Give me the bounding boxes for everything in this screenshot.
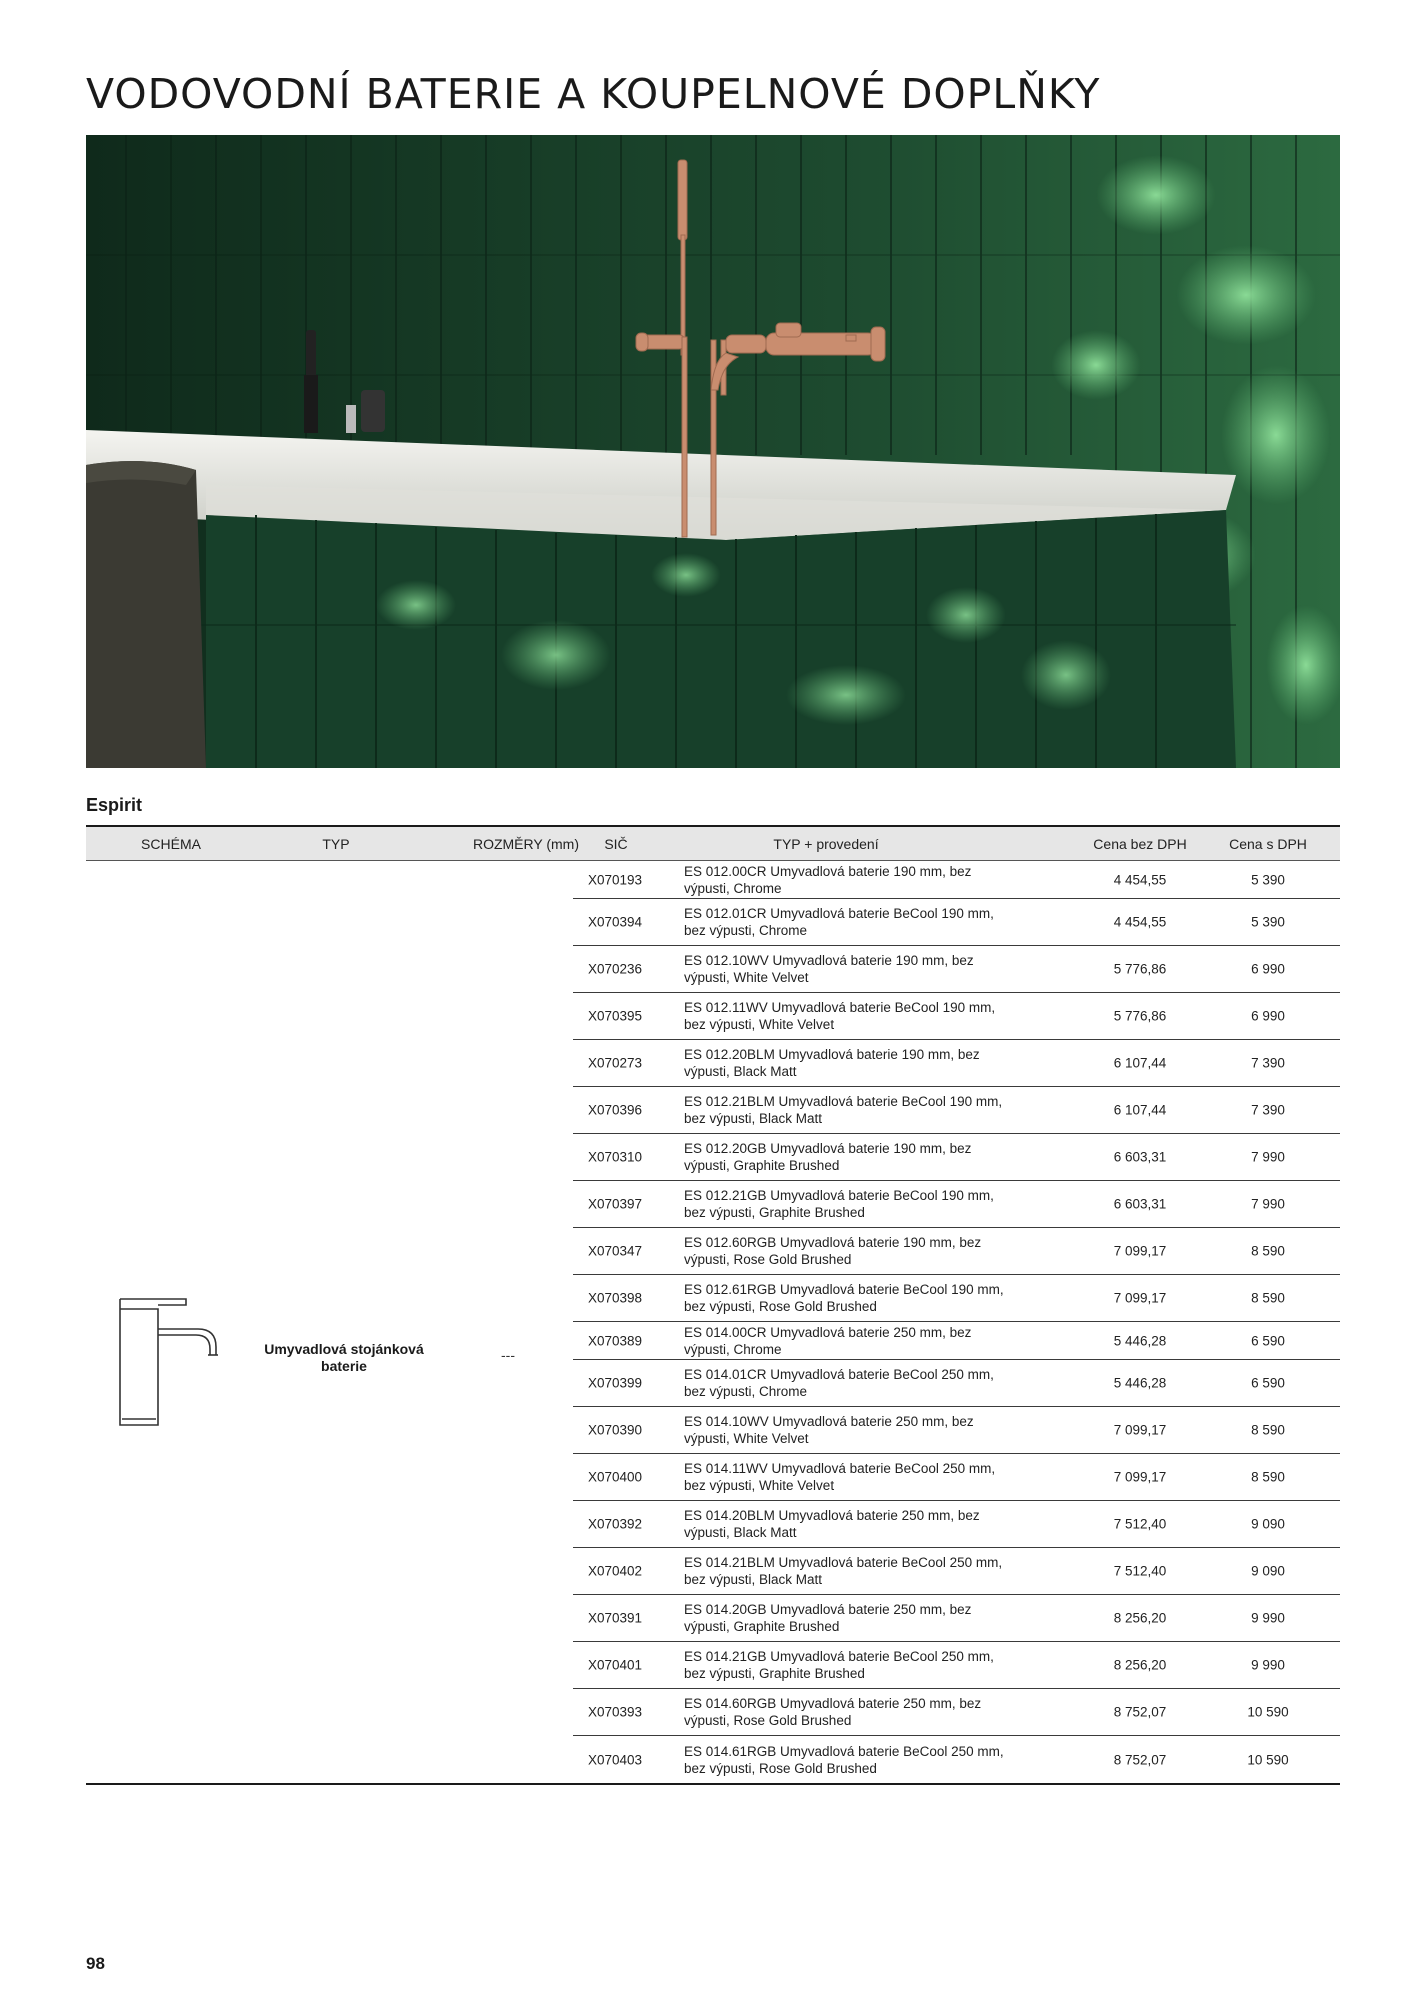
table-row xyxy=(573,993,1340,1040)
table-row xyxy=(573,1087,1340,1134)
table-row xyxy=(573,1322,1340,1360)
section-title: Espirit xyxy=(86,795,143,815)
page-title: VODOVODNÍ BATERIE A KOUPELNOVÉ DOPLŇKY xyxy=(86,70,1101,118)
product-description: ES 014.11WV Umyvadlová baterie BeCool 250 mm, bez výpusti, White Velvet xyxy=(684,1461,996,1493)
product-description: ES 014.00CR Umyvadlová baterie 250 mm, bez výpusti, Chrome xyxy=(684,1324,972,1357)
product-description: ES 014.61RGB Umyvadlová baterie BeCool 250 mm, bez výpusti, Rose Gold Brushed xyxy=(684,1743,1004,1776)
product-description: ES 012.01CR Umyvadlová baterie BeCool 190 mm, bez výpusti, Chrome xyxy=(684,906,994,938)
header-schema: SCHÉMA xyxy=(141,836,201,852)
price-with-vat: 10 590 xyxy=(1247,1752,1289,1767)
dimensions-value: --- xyxy=(501,1347,515,1363)
price-without-vat: 5 776,86 xyxy=(1113,1008,1167,1024)
table-row xyxy=(573,1548,1340,1595)
product-description: ES 014.21BLM Umyvadlová baterie BeCool 250 mm, bez výpusti, Black Matt xyxy=(684,1555,1003,1587)
price-with-vat: 5 390 xyxy=(1251,872,1285,887)
product-description: ES 012.11WV Umyvadlová baterie BeCool 190 mm, bez výpusti, White Velvet xyxy=(684,1000,996,1032)
sic-code: X070402 xyxy=(587,1563,643,1579)
product-description: ES 012.21BLM Umyvadlová baterie BeCool 190 mm, bez výpusti, Black Matt xyxy=(684,1094,1003,1126)
header-provedeni: TYP + provedení xyxy=(773,836,879,852)
product-description: ES 014.21GB Umyvadlová baterie BeCool 250 mm, bez výpusti, Graphite Brushed xyxy=(684,1649,994,1681)
header-rozmery: ROZMĚRY (mm) xyxy=(472,836,580,852)
price-with-vat: 6 590 xyxy=(1251,1333,1285,1348)
bathroom-illustration xyxy=(86,135,1340,768)
table-row xyxy=(573,899,1340,946)
product-description: ES 012.60RGB Umyvadlová baterie 190 mm, bez výpusti, Rose Gold Brushed xyxy=(684,1235,982,1267)
product-description: ES 014.20GB Umyvadlová baterie 250 mm, bez výpusti, Graphite Brushed xyxy=(684,1602,972,1634)
table-row xyxy=(573,1228,1340,1275)
sic-code: X070396 xyxy=(587,1102,643,1118)
sic-code: X070347 xyxy=(587,1243,643,1259)
price-table xyxy=(86,825,1340,1785)
price-without-vat: 7 512,40 xyxy=(1113,1563,1167,1579)
sic-code: X070310 xyxy=(587,1149,643,1165)
table-row xyxy=(573,1407,1340,1454)
price-with-vat: 9 090 xyxy=(1251,1563,1285,1579)
table-row xyxy=(573,1040,1340,1087)
sic-code: X070236 xyxy=(587,961,643,977)
sic-code: X070399 xyxy=(587,1375,643,1391)
sic-code: X070395 xyxy=(587,1008,643,1024)
product-description: ES 012.61RGB Umyvadlová baterie BeCool 190 mm, bez výpusti, Rose Gold Brushed xyxy=(684,1282,1004,1314)
sic-code: X070389 xyxy=(587,1333,643,1348)
product-description: ES 014.60RGB Umyvadlová baterie 250 mm, bez výpusti, Rose Gold Brushed xyxy=(684,1696,982,1728)
price-without-vat: 5 446,28 xyxy=(1113,1333,1167,1348)
table-row xyxy=(573,861,1340,899)
product-description: ES 014.20BLM Umyvadlová baterie 250 mm, bez výpusti, Black Matt xyxy=(684,1508,980,1540)
price-without-vat: 4 454,55 xyxy=(1113,914,1167,930)
price-with-vat: 9 090 xyxy=(1251,1516,1285,1532)
price-with-vat: 6 990 xyxy=(1251,1008,1285,1024)
price-with-vat: 7 990 xyxy=(1251,1149,1285,1165)
table-row xyxy=(573,1736,1340,1783)
header-cena-bez-dph: Cena bez DPH xyxy=(1093,836,1187,852)
price-without-vat: 5 446,28 xyxy=(1113,1375,1167,1391)
product-description: ES 012.20BLM Umyvadlová baterie 190 mm, bez výpusti, Black Matt xyxy=(684,1047,980,1079)
page-number: 98 xyxy=(86,1954,105,1973)
product-description: ES 012.10WV Umyvadlová baterie 190 mm, bez výpusti, White Velvet xyxy=(684,953,974,985)
price-with-vat: 6 590 xyxy=(1251,1375,1285,1391)
price-with-vat: 10 590 xyxy=(1247,1704,1289,1720)
price-without-vat: 7 099,17 xyxy=(1113,1469,1167,1485)
price-without-vat: 8 752,07 xyxy=(1113,1752,1167,1767)
table-row xyxy=(573,1134,1340,1181)
header-cena-s-dph: Cena s DPH xyxy=(1229,836,1307,852)
sic-code: X070394 xyxy=(587,914,643,930)
header-typ: TYP xyxy=(322,836,350,852)
product-description: ES 012.21GB Umyvadlová baterie BeCool 190 mm, bez výpusti, Graphite Brushed xyxy=(684,1188,994,1220)
price-with-vat: 8 590 xyxy=(1251,1469,1285,1485)
header-sic: SIČ xyxy=(604,836,628,852)
product-description: ES 012.20GB Umyvadlová baterie 190 mm, bez výpusti, Graphite Brushed xyxy=(684,1141,972,1173)
price-with-vat: 9 990 xyxy=(1251,1610,1285,1626)
product-description: ES 014.10WV Umyvadlová baterie 250 mm, bez výpusti, White Velvet xyxy=(684,1414,974,1446)
price-without-vat: 8 752,07 xyxy=(1113,1704,1167,1720)
table-row xyxy=(573,1642,1340,1689)
price-without-vat: 7 099,17 xyxy=(1113,1290,1167,1306)
price-without-vat: 6 603,31 xyxy=(1113,1149,1167,1165)
table-row xyxy=(573,1275,1340,1322)
hero-photo xyxy=(86,135,1340,768)
price-without-vat: 6 603,31 xyxy=(1113,1196,1167,1212)
price-without-vat: 8 256,20 xyxy=(1113,1610,1167,1626)
sic-code: X070400 xyxy=(587,1469,643,1485)
table-row xyxy=(573,1689,1340,1736)
table-row xyxy=(573,1501,1340,1548)
price-with-vat: 8 590 xyxy=(1251,1422,1285,1438)
price-with-vat: 7 990 xyxy=(1251,1196,1285,1212)
price-with-vat: 8 590 xyxy=(1251,1290,1285,1306)
price-without-vat: 8 256,20 xyxy=(1113,1657,1167,1673)
price-without-vat: 6 107,44 xyxy=(1113,1055,1167,1071)
sic-code: X070403 xyxy=(587,1752,643,1767)
price-without-vat: 7 099,17 xyxy=(1113,1422,1167,1438)
price-without-vat: 7 099,17 xyxy=(1113,1243,1167,1259)
table-row xyxy=(573,1181,1340,1228)
table-row xyxy=(573,1360,1340,1407)
sic-code: X070398 xyxy=(587,1290,643,1306)
sic-code: X070392 xyxy=(587,1516,643,1532)
price-without-vat: 7 512,40 xyxy=(1113,1516,1167,1532)
price-with-vat: 6 990 xyxy=(1251,961,1285,977)
sic-code: X070393 xyxy=(587,1704,643,1720)
table-header xyxy=(86,825,1340,861)
table-row xyxy=(573,946,1340,993)
sic-code: X070390 xyxy=(587,1422,643,1438)
product-description: ES 012.00CR Umyvadlová baterie 190 mm, bez výpusti, Chrome xyxy=(684,863,972,896)
price-with-vat: 8 590 xyxy=(1251,1243,1285,1259)
basin-mixer-icon xyxy=(112,1289,232,1429)
price-with-vat: 7 390 xyxy=(1251,1055,1285,1071)
table-row xyxy=(573,1595,1340,1642)
sic-code: X070193 xyxy=(587,872,643,887)
product-type: Umyvadlová stojánková baterie xyxy=(264,1341,424,1374)
sic-code: X070391 xyxy=(587,1610,643,1626)
table-body xyxy=(86,861,1340,1785)
price-without-vat: 4 454,55 xyxy=(1113,872,1167,887)
price-with-vat: 9 990 xyxy=(1251,1657,1285,1673)
price-with-vat: 7 390 xyxy=(1251,1102,1285,1118)
price-with-vat: 5 390 xyxy=(1251,914,1285,930)
sic-code: X070273 xyxy=(587,1055,643,1071)
product-description: ES 014.01CR Umyvadlová baterie BeCool 250 mm, bez výpusti, Chrome xyxy=(684,1367,994,1399)
table-row xyxy=(573,1454,1340,1501)
sic-code: X070397 xyxy=(587,1196,643,1212)
price-without-vat: 5 776,86 xyxy=(1113,961,1167,977)
sic-code: X070401 xyxy=(587,1657,643,1673)
price-without-vat: 6 107,44 xyxy=(1113,1102,1167,1118)
